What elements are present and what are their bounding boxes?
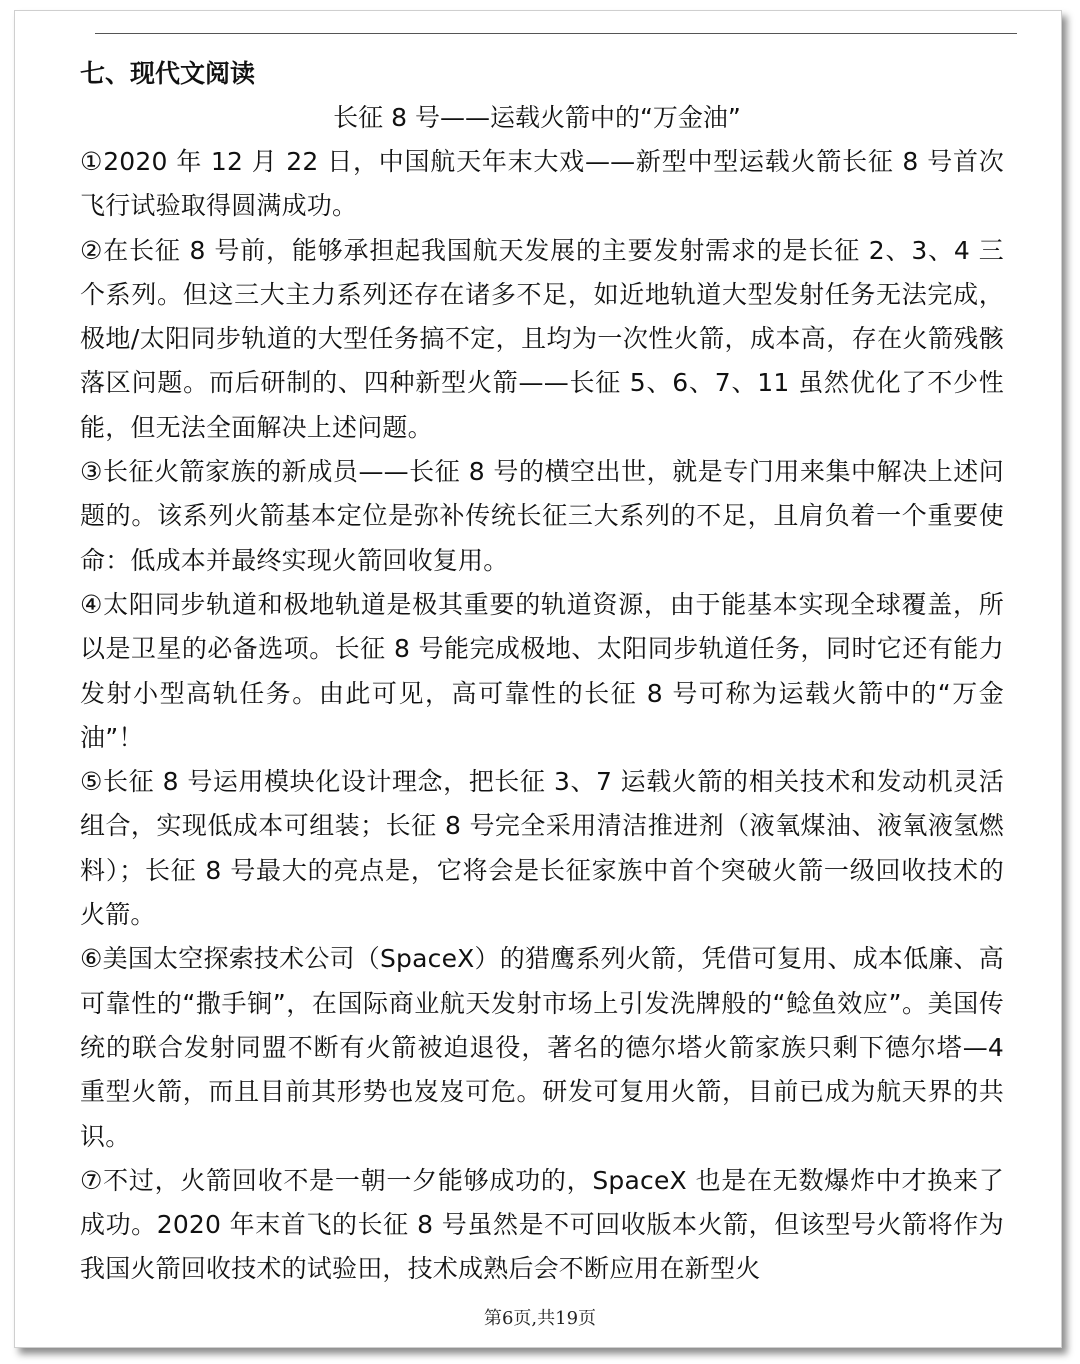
paragraph-6: ⑥美国太空探索技术公司（SpaceX）的猎鹰系列火箭，凭借可复用、成本低廉、高可靠性的“撒手锏”，在国际商业航天发射市场上引发洗牌般的“鲶鱼效应”。美国传统的联合发射同盟不断有火箭被迫退役，著名的德尔塔火箭家族只剩下德尔塔—4 重型火箭，而且目前其形势也岌岌可危。研发可复用火箭，目前已成为航天界的共识。 xyxy=(80,944,1004,1151)
paragraph-1: ①2020 年 12 月 22 日，中国航天年末大戏——新型中型运载火箭长征 8 号首次飞行试验取得圆满成功。 xyxy=(80,147,1004,221)
document-body xyxy=(80,52,1004,1292)
paragraph-5: ⑤长征 8 号运用模块化设计理念，把长征 3、7 运载火箭的相关技术和发动机灵活组合，实现低成本可组装；长征 8 号完全采用清洁推进剂（液氧煤油、液氧液氢燃料）；长征 8 号最大的亮点是，它将会是长征家族中首个突破火箭一级回收技术的火箭。 xyxy=(80,767,1004,930)
article-title: 长征 8 号——运载火箭中的“万金油” xyxy=(333,103,741,132)
paragraph-4: ④太阳同步轨道和极地轨道是极其重要的轨道资源，由于能基本实现全球覆盖，所以是卫星的必备选项。长征 8 号能完成极地、太阳同步轨道任务，同时它还有能力发射小型高轨任务。由此可见，高可靠性的长征 8 号可称为运载火箭中的“万金油”！ xyxy=(80,589,1004,752)
paragraph-3: ③长征火箭家族的新成员——长征 8 号的横空出世，就是专门用来集中解决上述问题的。该系列火箭基本定位是弥补传统长征三大系列的不足，且肩负着一个重要使命：低成本并最终实现火箭回收复用。 xyxy=(80,457,1004,575)
section-heading: 七、现代文阅读 xyxy=(80,59,256,88)
page-number-footer: 第6页,共19页 xyxy=(483,1308,597,1329)
paragraph-7: ⑦不过，火箭回收不是一朝一夕能够成功的，SpaceX 也是在无数爆炸中才换来了成功。2020 年末首飞的长征 8 号虽然是不可回收版本火箭，但该型号火箭将作为我国火箭回收技术的试验田，技术成熟后会不断应用在新型火 xyxy=(80,1165,1004,1284)
paragraph-2: ②在长征 8 号前，能够承担起我国航天发展的主要发射需求的是长征 2、3、4 三个系列。但这三大主力系列还存在诸多不足，如近地轨道大型发射任务无法完成，极地/太阳同步轨道的大型任务搞不定，且均为一次性火箭，成本高，存在火箭残骸落区问题。而后研制的、四种新型火箭——长征 5、6、7、11 虽然优化了不少性能，但无法全面解决上述问题。 xyxy=(80,235,1004,442)
top-rule xyxy=(95,33,1017,34)
